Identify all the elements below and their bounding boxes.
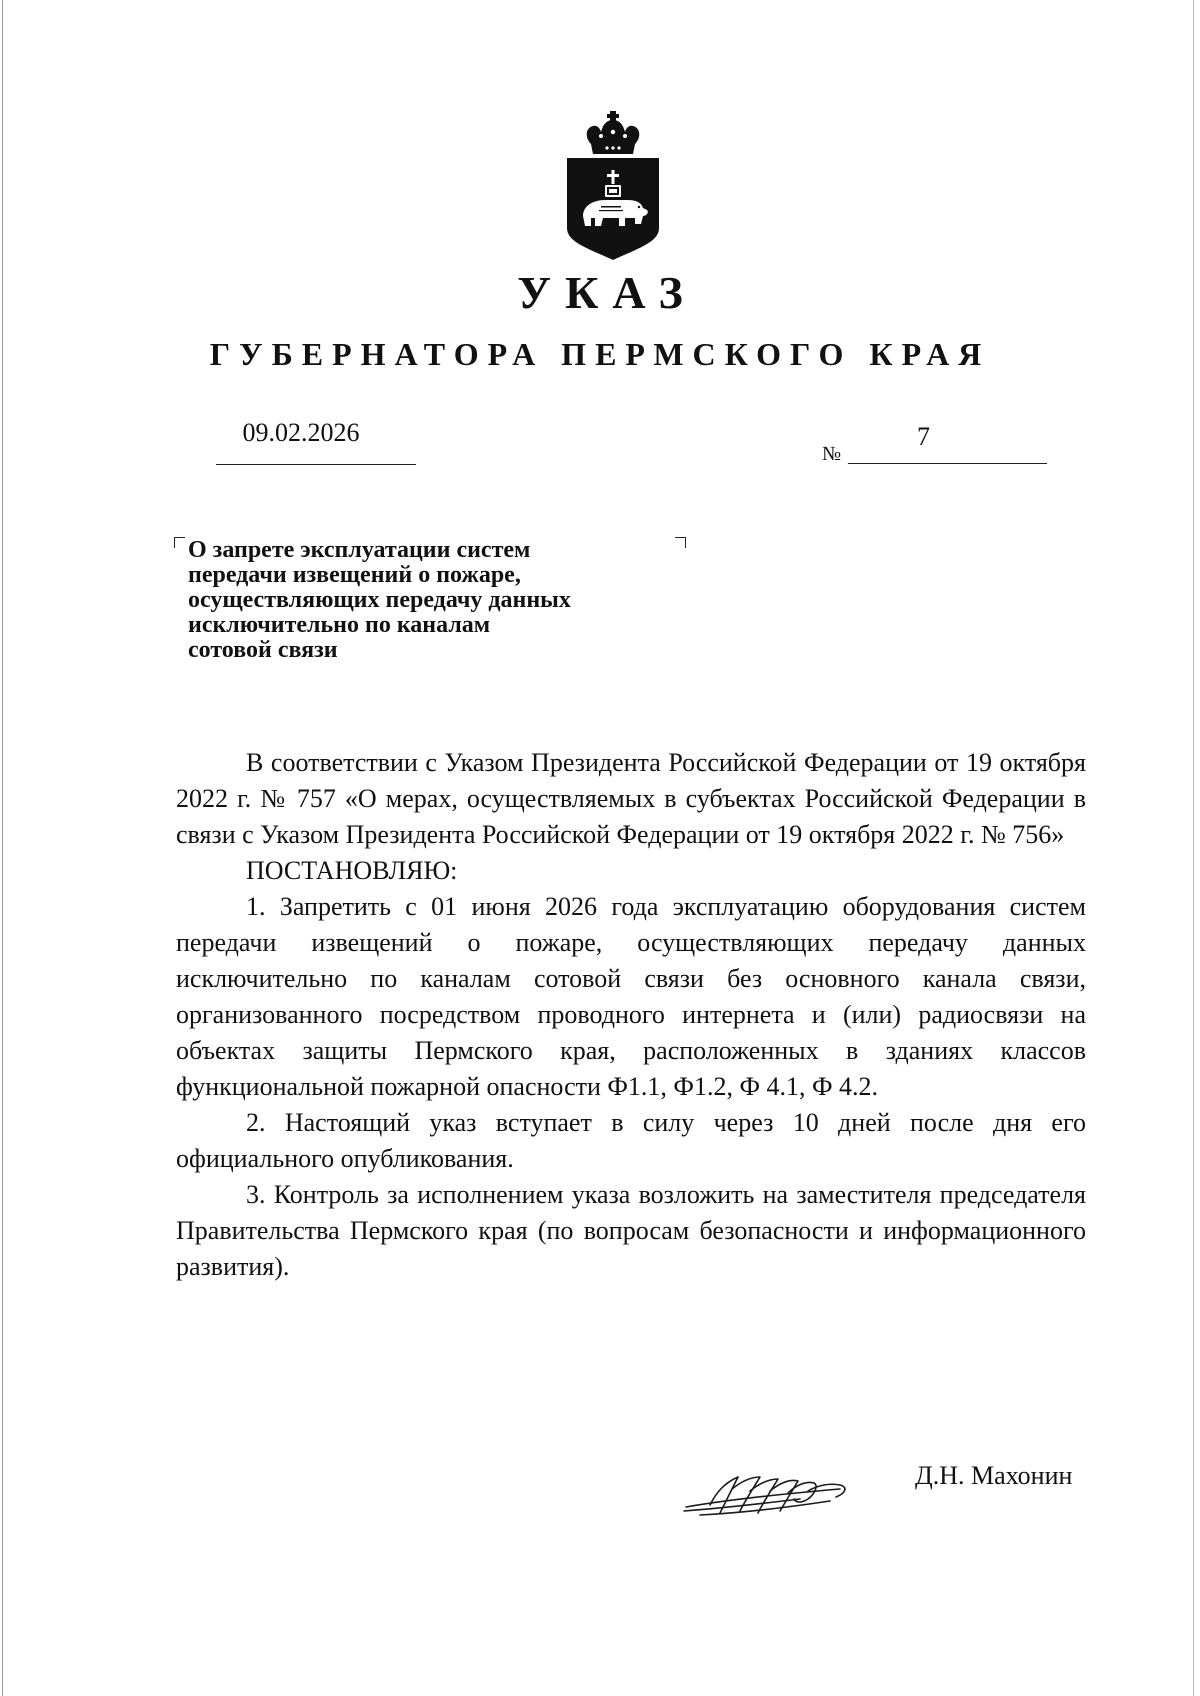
number-underline: [848, 463, 1047, 464]
document-type-title: УКАЗ: [517, 267, 697, 318]
subject-line: исключительно по каналам: [188, 612, 491, 638]
signer-name: Д.Н. Махонин: [915, 1461, 1073, 1490]
number-field: [822, 424, 1047, 464]
date-underline: [216, 464, 416, 465]
clause-paragraph: 3. Контроль за исполнением указа возложить на заместителя председателя Правительства Пермского края (по вопросам безопасности и информационного развития).: [176, 1180, 1086, 1281]
perm-krai-coat-of-arms-icon: [565, 110, 661, 262]
document-body: [176, 745, 1086, 1285]
subject-corner-mark: [174, 537, 185, 548]
number-value: 7: [917, 422, 930, 451]
document-subject: [188, 538, 658, 663]
preamble-paragraph: В соответствии с Указом Президента Российской Федерации от 19 октября 2022 г. № 757 «О мерах, осуществляемых в субъектах Российской Федерации в связи с Указом Президента Российской Федерации от 19 октября 2022 г. № 756»: [176, 748, 1086, 849]
subject-line: О запрете эксплуатации систем: [188, 537, 531, 563]
number-sign: №: [822, 443, 842, 465]
scan-edge: [1193, 0, 1194, 1696]
date-value: 09.02.2026: [242, 418, 360, 447]
subject-line: передачи извещений о пожаре,: [188, 562, 521, 588]
subject-line: сотовой связи: [188, 637, 338, 663]
scan-edge: [2, 0, 3, 1696]
date-field: [216, 420, 416, 465]
resolve-heading: ПОСТАНОВЛЯЮ:: [246, 856, 458, 885]
subject-line: осуществляющих передачу данных: [188, 587, 571, 613]
handwritten-signature: [680, 1455, 880, 1535]
clause-paragraph: 1. Запретить с 01 июня 2026 года эксплуатацию оборудования систем передачи извещений о пожаре, осуществляющих передачу данных исключительно по каналам сотовой связи без основного канала связи, организованного посредством проводного интернета и (или) радиосвязи на объектах защиты Пермского края, расположенных в зданиях классов функциональной пожарной опасности Ф1.1, Ф1.2, Ф 4.1, Ф 4.2.: [176, 892, 1086, 1101]
clause-paragraph: 2. Настоящий указ вступает в силу через 10 дней после дня его официального опубликования.: [176, 1108, 1086, 1173]
issuer-title: ГУБЕРНАТОРА ПЕРМСКОГО КРАЯ: [209, 336, 991, 372]
subject-corner-mark: [675, 537, 686, 548]
